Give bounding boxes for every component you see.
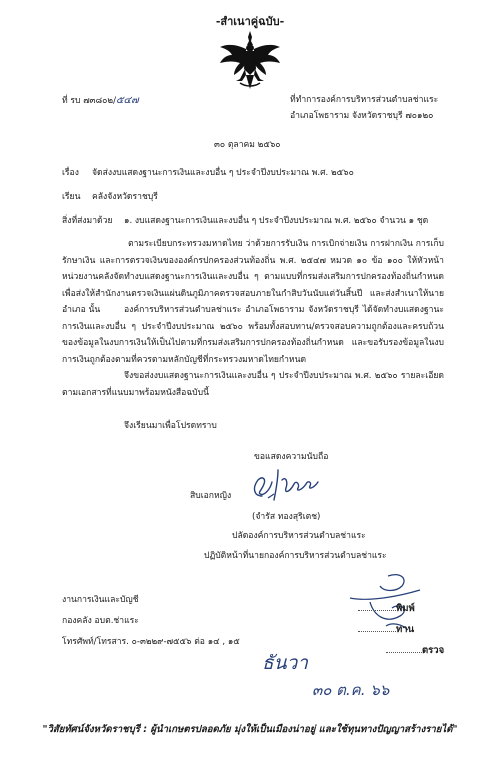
body-paragraph-3: จึงขอส่งงบแสดงฐานะการเงินและงบอื่น ๆ ประจำปีงบประมาณ พ.ศ. ๒๕๖๐ รายละเอียดตามเอกสารที่แนบมาพร้อมหนังสือฉบับนี้ (62, 371, 444, 398)
routing-checked-label: ตรวจ (422, 645, 445, 656)
routing-typed-line (358, 601, 396, 611)
footer-slogan: "วิสัยทัศน์จังหวัดราชบุรี : ผู้นำเกษตรปลอดภัย มุ่งให้เป็นเมืองน่าอยู่ และใช้ทุนทางปัญญาสร้างรายได้" (42, 724, 458, 735)
subject-label: เรื่อง (62, 168, 79, 178)
copy-label: -สำเนาคู่ฉบับ- (215, 15, 285, 28)
routing-checked (386, 643, 444, 657)
doc-number-handwritten: ๕๔๗ (115, 95, 139, 106)
closing-request: จึงเรียนมาเพื่อโปรดทราบ (124, 421, 217, 431)
routing-reviewed (358, 622, 414, 636)
enclosure-text: ๑. งบแสดงฐานะการเงินและงบอื่น ๆ ประจำปีงบประมาณ พ.ศ. ๒๕๖๐ จำนวน ๑ ชุด (124, 216, 429, 226)
recipient-label: เรียน (62, 192, 81, 202)
recipient-text: คลังจังหวัดราชบุรี (92, 192, 158, 202)
signer-position-2: ปฏิบัติหน้าที่นายกองค์การบริหารส่วนตำบลช่าแระ (204, 551, 387, 561)
signer-position-1: ปลัดองค์การบริหารส่วนตำบลช่าแระ (232, 531, 366, 541)
doc-number-prefix: ที่ รบ ๗๓๘๐๒/ (62, 96, 116, 106)
handwritten-note: ธันวา (262, 652, 308, 674)
contact-section: งานการเงินและบัญชี (62, 595, 139, 605)
office-address-line1: ที่ทำการองค์การบริหารส่วนตำบลช่าแระ (290, 95, 439, 105)
doc-number (62, 95, 139, 107)
contact-division: กองคลัง อบต.ช่าแระ (62, 616, 139, 626)
contact-phone: โทรศัพท์/โทรสาร. ๐-๓๒๒๙-๗๕๕๖ ต่อ ๑๔ , ๑๕ (62, 637, 240, 647)
body-paragraph-1: ตามระเบียบกระทรวงมหาดไทย ว่าด้วยการรับเงิน การเบิกจ่ายเงิน การฝากเงิน การเก็บรักษาเงิน และการตรวจเงินขององค์กรปกครองส่วนท้องถิ่น พ.ศ. ๒๕๔๗ หมวด ๑๐ ข้อ ๑๐๐ ให้หัวหน้าหน่วยงานคลังจัดทำงบแสดงฐานะการเงินและงบอื่น ๆ ตามแบบที่กรมส่งเสริมการปกครองท้องถิ่นกำหนด เพื่อส่งให้สำนักงานตรวจเงินแผ่นดินภูมิภาคตรวจสอบภายในกำสิบวันนับแต่วันสิ้นปี และส่งสำเนาให้นายอำเภอ นั้น (62, 239, 444, 315)
routing-checked-line (386, 643, 422, 653)
closing-regards: ขอแสดงความนับถือ (254, 452, 329, 462)
routing-reviewed-label: ทาน (396, 624, 415, 635)
letter-date: ๓๐ ตุลาคม ๒๕๖๐ (214, 140, 281, 150)
routing-typed (358, 601, 415, 615)
signer-rank: สิบเอกหญิง (190, 491, 232, 501)
routing-typed-label: พิมพ์ (396, 603, 415, 614)
office-address-line2: อำเภอโพธาราม จังหวัดราชบุรี ๗๐๑๒๐ (290, 111, 434, 121)
body-paragraph-2: องค์การบริหารส่วนตำบลช่าแระ อำเภอโพธาราม จังหวัดราชบุรี ได้จัดทำงบแสดงฐานะการเงินและงบอื่น ๆ ประจำปีงบประมาณ ๒๕๖๐ พร้อมทั้งสอบทาน/ตรวจสอบความถูกต้องและครบถ้วนของข้อมูลในงบการเงินให้เป็นไปตามที่กรมส่งเสริมการปกครองท้องถิ่นกำหนด และขอรับรองข้อมูลในงบการเงินถูกต้องตามที่ควรตามหลักบัญชีที่กระทรวงมหาดไทยกำหนด (62, 305, 444, 365)
signature-mark (248, 466, 338, 506)
signer-name: (จำรัส ทองสุริเตช) (252, 512, 321, 522)
enclosure-label: สิ่งที่ส่งมาด้วย (62, 216, 113, 226)
garuda-emblem-icon (218, 31, 282, 91)
handwritten-date: ๓๐ ต.ค. ๖๖ (312, 681, 390, 699)
subject-text: จัดส่งงบแสดงฐานะการเงินและงบอื่น ๆ ประจำปีงบประมาณ พ.ศ. ๒๕๖๐ (92, 168, 354, 178)
routing-reviewed-line (358, 622, 396, 632)
